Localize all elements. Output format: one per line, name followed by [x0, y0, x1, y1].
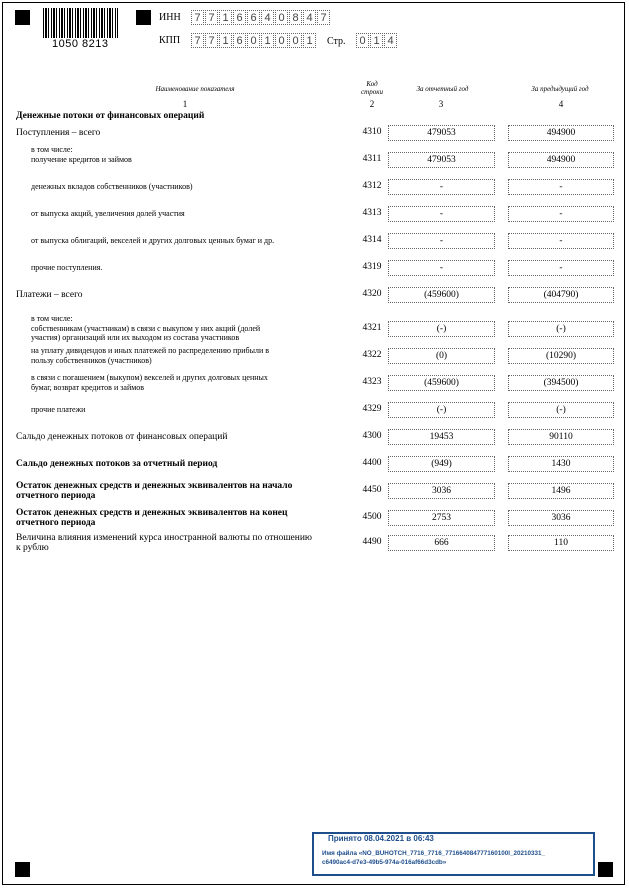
row-code: 4490 [362, 537, 382, 547]
row-code: 4450 [362, 485, 382, 495]
value-field-current: 666 [388, 535, 495, 551]
kpp-label: КПП [159, 35, 181, 46]
row-label [16, 508, 351, 528]
digit-cell: 7 [191, 33, 204, 48]
row-code: 4323 [362, 377, 382, 387]
value-field-previous: - [508, 233, 614, 249]
row-label-line: в том числе: [31, 145, 73, 154]
value-field-previous: (394500) [508, 375, 614, 391]
value-field-previous: 1430 [508, 456, 614, 472]
row-code: 4321 [362, 323, 382, 333]
stamp-file-name [322, 849, 590, 867]
row-label [31, 405, 351, 415]
digit-cell: 1 [303, 33, 316, 48]
row-label-line: Остаток денежных средств и денежных эквивалентов на конец [16, 508, 288, 518]
corner-marker-bottom-right [598, 862, 613, 877]
column-header-current: За отчетный год [416, 85, 469, 93]
value-field-current: - [388, 233, 495, 249]
value-field-previous: 494900 [508, 152, 614, 168]
row-label [16, 128, 351, 138]
row-code: 4500 [362, 512, 382, 522]
row-label [16, 290, 351, 300]
stamp-file-line2: c6490ac4-d7e3-49b5-974a-016af66d3cdb» [322, 859, 447, 866]
corner-marker-top-mid [136, 10, 151, 25]
value-field-current: 479053 [388, 125, 495, 141]
value-field-current: - [388, 260, 495, 276]
row-label-line: к рублю [16, 543, 49, 553]
value-field-previous: 90110 [508, 429, 614, 445]
row-label [31, 314, 351, 343]
value-field-current: 2753 [388, 510, 495, 526]
row-code: 4300 [362, 431, 382, 441]
value-field-previous: - [508, 179, 614, 195]
digit-cell: 7 [205, 33, 218, 48]
value-field-current: (-) [388, 321, 495, 337]
row-code: 4310 [362, 127, 382, 137]
row-label-line: в связи с погашением (выкупом) векселей и других долговых ценных [31, 373, 268, 382]
row-code: 4312 [362, 181, 382, 191]
row-label-line: денежных вкладов собственников (участников) [31, 182, 193, 191]
digit-cell: 1 [219, 33, 232, 48]
digit-cell: 6 [233, 33, 246, 48]
row-label [31, 209, 351, 219]
value-field-previous: 1496 [508, 483, 614, 499]
column-header-code-line1: Код [366, 80, 378, 88]
column-number-2: 2 [369, 99, 375, 109]
value-field-current: 3036 [388, 483, 495, 499]
row-label-line: отчетного периода [16, 518, 96, 528]
value-field-current: (459600) [388, 287, 495, 303]
row-code: 4320 [362, 289, 382, 299]
value-field-current: 479053 [388, 152, 495, 168]
digit-cell: 4 [303, 10, 316, 25]
digit-cell: 6 [247, 10, 260, 25]
inn-label: ИНН [159, 12, 181, 23]
digit-cell: 1 [261, 33, 274, 48]
row-label-line: собственникам (участникам) в связи с выкупом у них акций (долей [31, 323, 261, 333]
row-label [16, 459, 351, 469]
row-label [31, 263, 351, 273]
column-number-4: 4 [558, 99, 564, 109]
value-field-current: (0) [388, 348, 495, 364]
digit-cell: 1 [370, 33, 383, 48]
row-code: 4314 [362, 235, 382, 245]
digit-cell: 7 [317, 10, 330, 25]
stamp-title: Принято 08.04.2021 в 06:43 [328, 834, 434, 843]
kpp-field [191, 33, 317, 48]
row-label-line: Остаток денежных средств и денежных эквивалентов на начало [16, 481, 293, 491]
row-label-line: бумаг, возврат кредитов и займов [31, 382, 145, 392]
row-code: 4329 [362, 404, 382, 414]
value-field-previous: (10290) [508, 348, 614, 364]
barcode [43, 8, 118, 38]
row-label-line: пользу собственников (участников) [31, 355, 152, 365]
digit-cell: 0 [275, 10, 288, 25]
page-label: Стр. [327, 36, 346, 47]
row-label-line: от выпуска акций, увеличения долей участия [31, 209, 185, 218]
digit-cell: 0 [247, 33, 260, 48]
digit-cell: 1 [219, 10, 232, 25]
value-field-previous: 110 [508, 535, 614, 551]
inn-field [191, 10, 331, 25]
digit-cell: 4 [261, 10, 274, 25]
digit-cell: 0 [356, 33, 369, 48]
row-label-line: отчетного периода [16, 491, 96, 501]
value-field-previous: (-) [508, 402, 614, 418]
row-label-line: Сальдо денежных потоков за отчетный период [16, 459, 218, 469]
column-header-previous: За предыдущий год [531, 85, 589, 93]
row-label [31, 236, 351, 246]
value-field-previous: (-) [508, 321, 614, 337]
row-label-line: от выпуска облигаций, векселей и других долговых ценных бумаг и др. [31, 236, 275, 245]
value-field-current: (459600) [388, 375, 495, 391]
row-label [16, 432, 351, 442]
row-label [31, 182, 351, 192]
value-field-previous: (404790) [508, 287, 614, 303]
stamp-file-line1: Имя файла «NO_BUHOTCH_7716_7716_771664084777160100l_20210331_ [322, 850, 546, 857]
row-label [31, 145, 351, 164]
value-field-previous: 494900 [508, 125, 614, 141]
row-label-line: в том числе: [31, 314, 73, 323]
column-header-name: Наименование показателя [155, 85, 235, 93]
digit-cell: 8 [289, 10, 302, 25]
value-field-previous: 3036 [508, 510, 614, 526]
row-label [31, 373, 351, 392]
row-label-line: участия) организаций или их выходом из состава участников [31, 333, 240, 342]
digit-cell: 0 [275, 33, 288, 48]
row-code: 4400 [362, 458, 382, 468]
column-number-1: 1 [182, 99, 188, 109]
digit-cell: 7 [205, 10, 218, 25]
value-field-current: 19453 [388, 429, 495, 445]
row-label [16, 481, 351, 501]
row-label-line: Сальдо денежных потоков от финансовых операций [16, 432, 228, 442]
row-code: 4322 [362, 350, 382, 360]
row-code: 4319 [362, 262, 382, 272]
column-number-3: 3 [438, 99, 444, 109]
row-label-line: на уплату дивидендов и иных платежей по распределению прибыли в [31, 346, 270, 355]
value-field-current: (-) [388, 402, 495, 418]
row-code: 4313 [362, 208, 382, 218]
value-field-previous: - [508, 206, 614, 222]
section-title: Денежные потоки от финансовых операций [16, 111, 205, 121]
row-label-line: Поступления – всего [16, 128, 101, 138]
column-header-code [355, 80, 389, 96]
row-code: 4311 [362, 154, 382, 164]
row-label-line: прочие поступления. [31, 263, 103, 272]
digit-cell: 0 [289, 33, 302, 48]
row-label [31, 346, 351, 365]
digit-cell: 6 [233, 10, 246, 25]
value-field-current: - [388, 179, 495, 195]
digit-cell: 4 [384, 33, 397, 48]
row-label-line: получение кредитов и займов [31, 154, 132, 164]
corner-marker-top-left [15, 10, 30, 25]
corner-marker-bottom-left [15, 862, 30, 877]
row-label-line: прочие платежи [31, 405, 86, 414]
value-field-previous: - [508, 260, 614, 276]
column-header-code-line2: строки [361, 88, 383, 96]
row-label-line: Платежи – всего [16, 290, 83, 300]
value-field-current: (949) [388, 456, 495, 472]
digit-cell: 7 [191, 10, 204, 25]
row-label [16, 533, 351, 553]
value-field-current: - [388, 206, 495, 222]
barcode-number: 1050 8213 [52, 38, 109, 50]
page-number-field [356, 33, 398, 48]
row-label-line: Величина влияния изменений курса иностранной валюты по отношению [16, 533, 313, 543]
